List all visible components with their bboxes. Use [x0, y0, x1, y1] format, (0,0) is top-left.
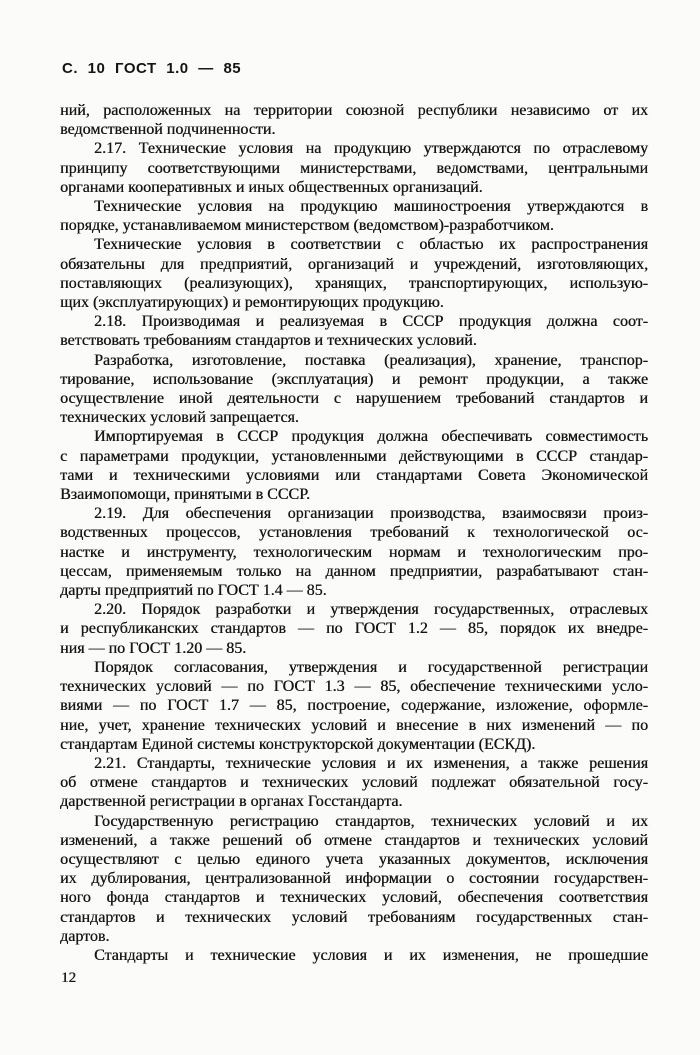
text-line: изменений, а также решений об отмене стандартов и технических условий	[60, 831, 648, 849]
page-number: 12	[61, 970, 76, 986]
text-line: ний, расположенных на территории союзной республики независимо от их	[60, 102, 648, 119]
text-line: поставляющих (реализующих), хранящих, транспортирующих, использую-	[60, 274, 648, 292]
text-line: ведомственной подчиненности.	[60, 121, 276, 139]
paragraph	[60, 139, 648, 197]
text-line: стандартов и технических условий требованиям государственных стан-	[60, 908, 648, 926]
text-line: Стандарты и технические условия и их изменения, не прошедшие	[94, 946, 648, 964]
text-line: органами кооперативных и иных общественных организаций.	[60, 178, 483, 196]
text-line: ного фонда стандартов и технических условий, обеспечения соответствия	[60, 889, 648, 907]
paragraph	[60, 812, 648, 946]
text-line: осуществляют с целью единого учета указанных документов, исключения	[60, 850, 648, 868]
text-line: Разработка, изготовление, поставка (реализация), хранение, транспор-	[94, 351, 648, 369]
text-line: Технические условия на продукцию машиностроения утверждаются в	[94, 198, 648, 216]
running-header: С. 10 ГОСТ 1.0 — 85	[62, 60, 242, 77]
text-line: ветствовать требованиям стандартов и технических условий.	[60, 332, 477, 350]
paragraph	[60, 351, 648, 428]
paragraph	[60, 312, 648, 350]
text-line: 2.20. Порядок разработки и утверждения государственных, отраслевых	[94, 601, 648, 619]
text-line: и республиканских стандартов — по ГОСТ 1.2 — 85, порядок их внедре-	[60, 620, 648, 638]
text-line: 2.18. Производимая и реализуемая в СССР продукция должна соот-	[94, 313, 648, 331]
paragraph	[60, 504, 648, 600]
text-line: ния — по ГОСТ 1.20 — 85.	[60, 639, 247, 657]
text-line: цессам, применяемым только на данном предприятии, разрабатывают стан-	[60, 562, 648, 580]
text-line: тирование, использование (эксплуатация) и ремонт продукции, а также	[60, 370, 648, 388]
paragraph	[60, 427, 648, 504]
text-line: тами и техническими условиями или стандартами Совета Экономической	[60, 466, 648, 484]
paragraph	[60, 600, 648, 658]
text-line: дарственной регистрации в органах Госстандарта.	[60, 793, 403, 811]
text-line: щих (эксплуатирующих) и ремонтирующих продукцию.	[60, 294, 444, 312]
text-line: технических условий — по ГОСТ 1.3 — 85, обеспечение техническими усло-	[60, 678, 648, 696]
text-line: водственных процессов, установления требований к технологической ос-	[60, 524, 648, 542]
paragraph	[60, 754, 648, 812]
text-line: Государственную регистрацию стандартов, технических условий и их	[94, 812, 648, 830]
text-line: обязательны для предприятий, организаций и учреждений, изготовляющих,	[60, 255, 648, 273]
text-line: принципу соответствующими министерствами, ведомствами, центральными	[60, 159, 648, 177]
text-line: Взаимопомощи, принятыми в СССР.	[60, 486, 310, 504]
text-line: об отмене стандартов и технических условий подлежат обязательной госу-	[60, 774, 648, 792]
text-line: стандартам Единой системы конструкторской документации (ЕСКД).	[60, 735, 536, 753]
paragraph	[60, 946, 648, 965]
body-text	[60, 101, 648, 965]
paragraph	[60, 101, 648, 139]
paragraph	[60, 197, 648, 235]
text-line: Импортируемая в СССР продукция должна обеспечивать совместимость	[94, 428, 648, 446]
text-line: дартов.	[60, 927, 110, 945]
text-line: порядке, устанавливаемом министерством (ведомством)-разработчиком.	[60, 217, 554, 235]
paragraph	[60, 658, 648, 754]
text-line: виями — по ГОСТ 1.7 — 85, построение, содержание, изложение, оформле-	[60, 697, 648, 715]
text-line: с параметрами продукции, установленными действующими в СССР стандар-	[60, 447, 648, 465]
text-line: технических условий запрещается.	[60, 409, 299, 427]
text-line: 2.21. Стандарты, технические условия и их изменения, а также решения	[94, 754, 648, 772]
text-line: Порядок согласования, утверждения и государственной регистрации	[94, 658, 648, 676]
paragraph	[60, 235, 648, 312]
text-line: Технические условия в соответствии с областью их распространения	[94, 236, 648, 254]
text-line: 2.19. Для обеспечения организации производства, взаимосвязи произ-	[94, 505, 648, 523]
text-line: ние, учет, хранение технических условий и внесение в них изменений — по	[60, 716, 648, 734]
text-line: их дублирования, централизованной информации о состоянии государствен-	[60, 870, 648, 888]
text-line: осуществление иной деятельности с нарушением требований стандартов и	[60, 390, 648, 408]
text-line: 2.17. Технические условия на продукцию утверждаются по отраслевому	[94, 140, 648, 158]
text-line: настке и инструменту, технологическим нормам и технологическим про-	[60, 543, 648, 561]
text-line: дарты предприятий по ГОСТ 1.4 — 85.	[60, 582, 327, 600]
